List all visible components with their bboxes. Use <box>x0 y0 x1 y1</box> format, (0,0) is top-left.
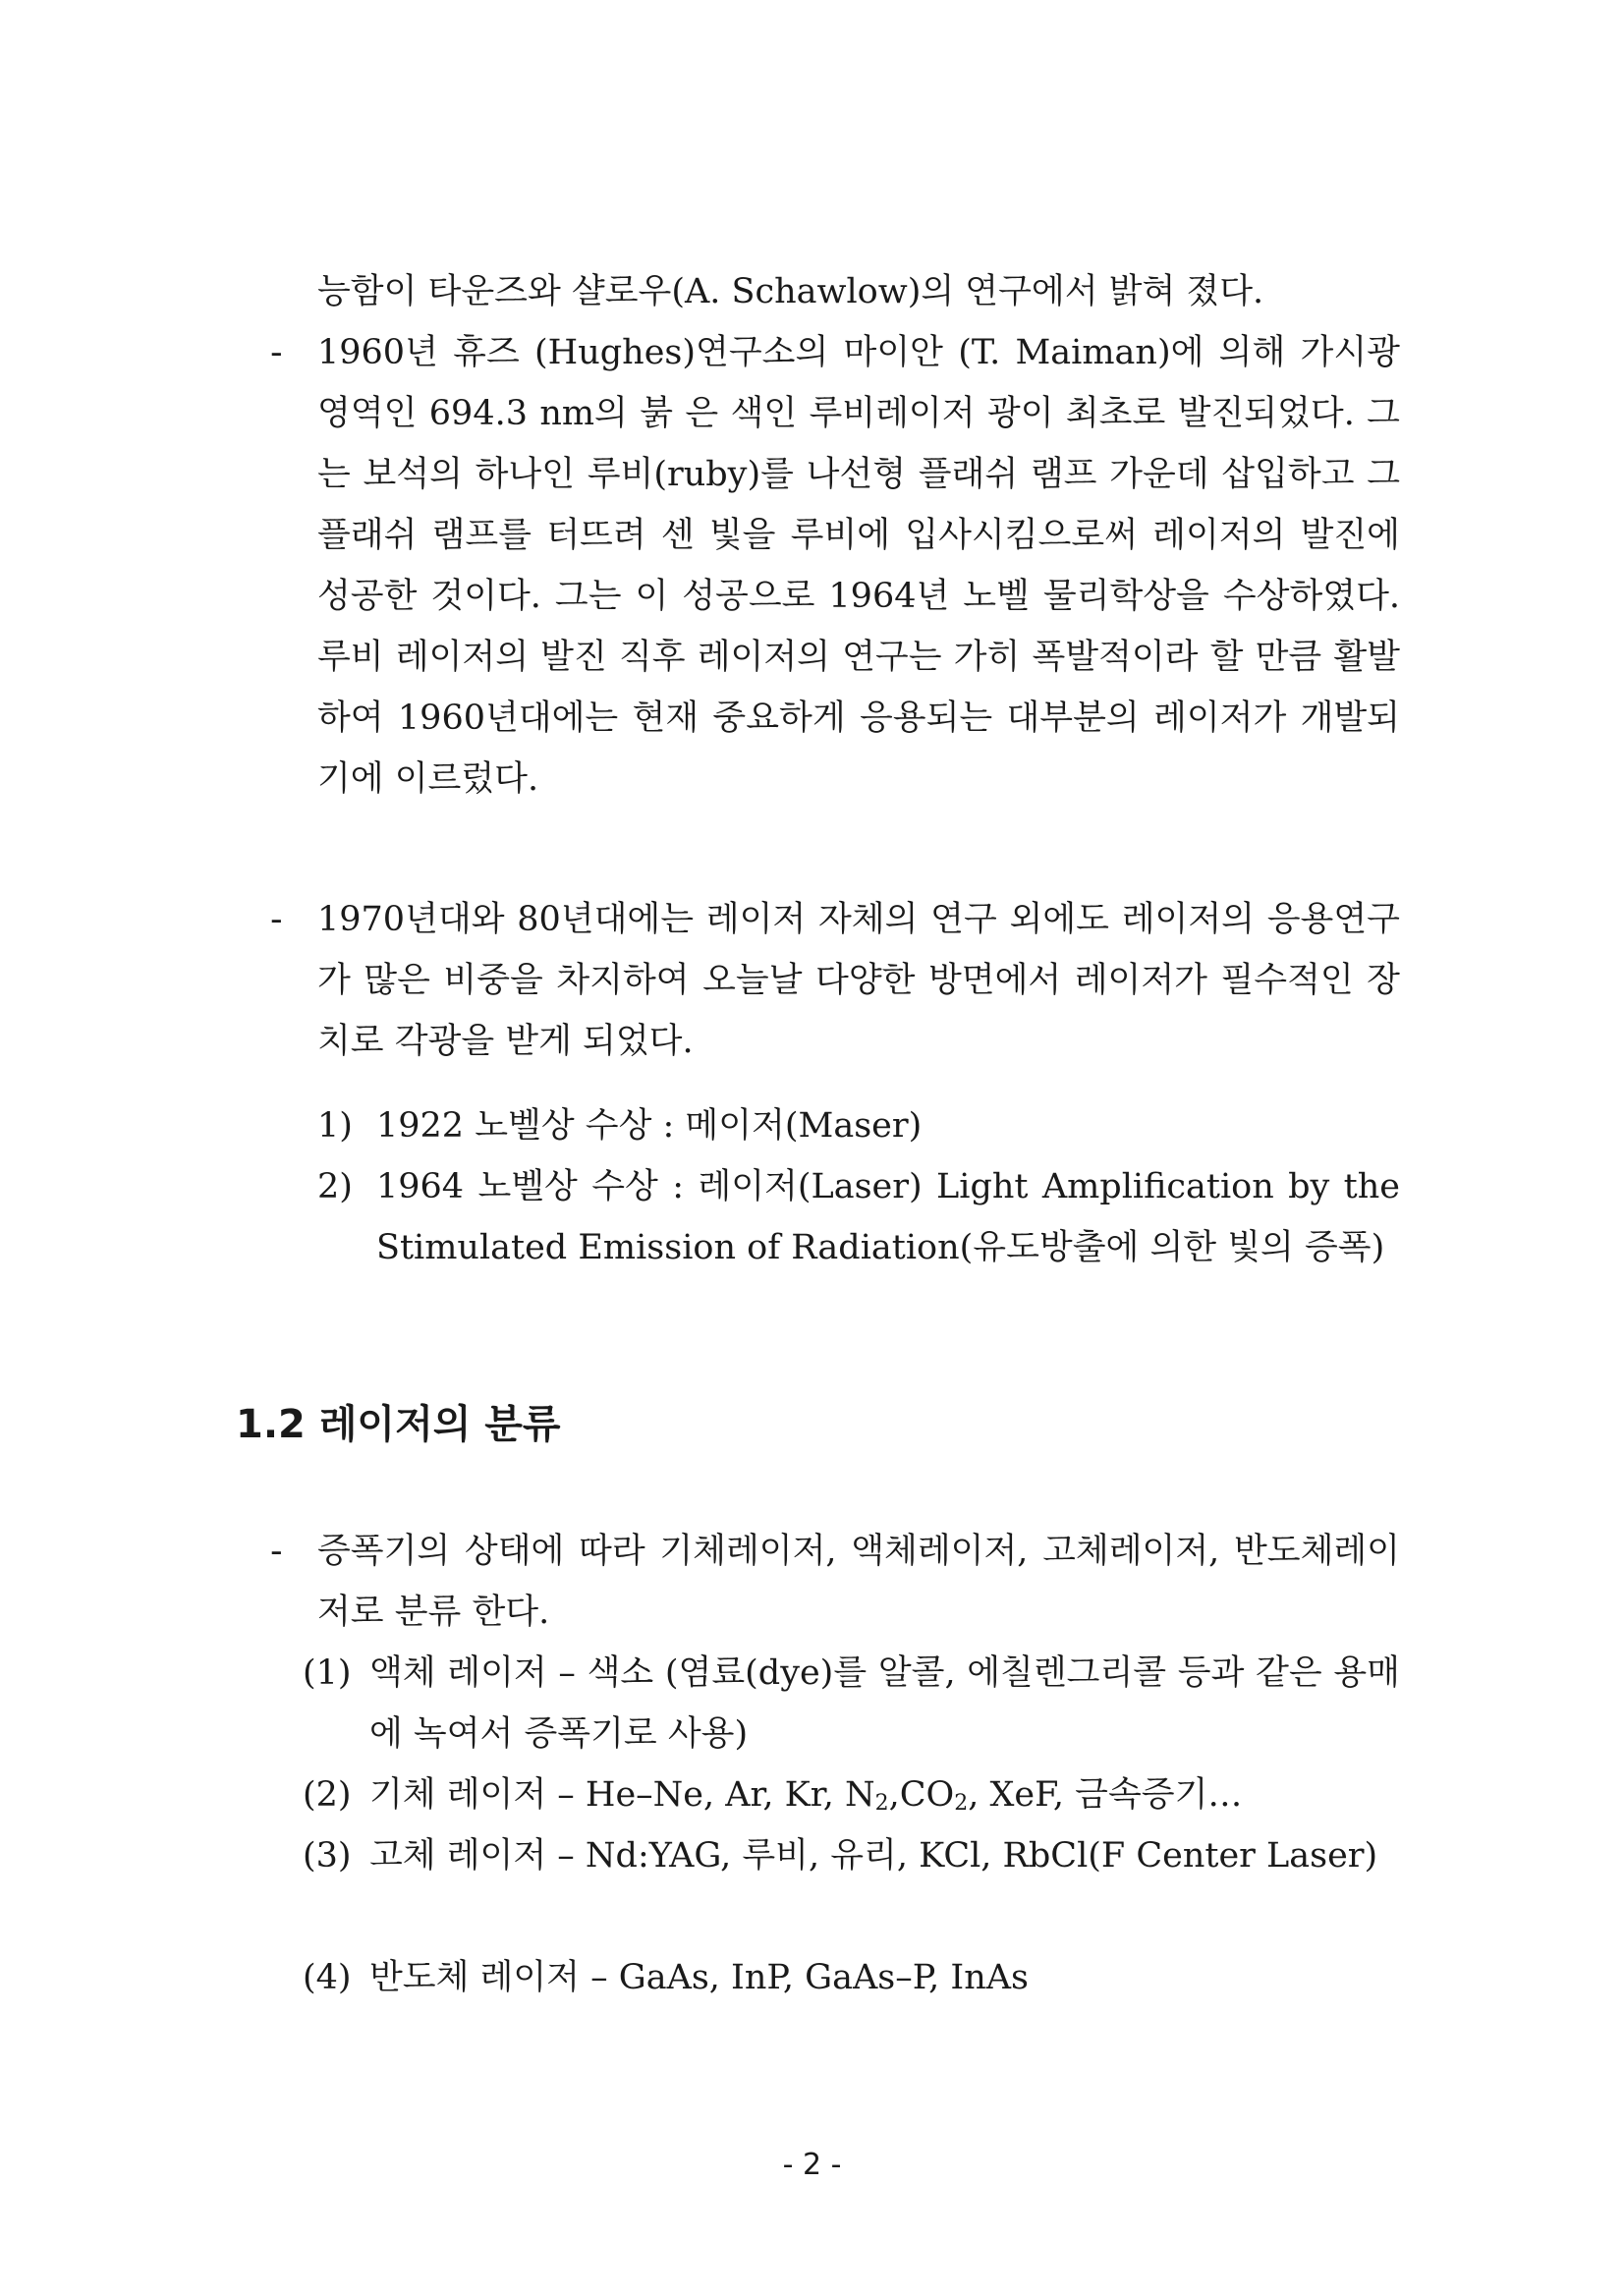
subscript: 2 <box>954 1791 969 1816</box>
item-text-part: ,CO <box>888 1775 955 1815</box>
section-heading: 1.2 레이저의 분류 <box>236 1402 561 1447</box>
item-text: 1922 노벨상 수상 : 메이저(Maser) <box>376 1106 923 1146</box>
dash-marker: - <box>270 333 283 372</box>
nobel-item <box>317 1156 1400 1278</box>
item-label: 2) <box>317 1167 353 1206</box>
laser-type-item <box>303 1643 1400 1764</box>
item-text: 1964 노벨상 수상 : 레이저(Laser) Light Amplification by the Stimulated Emission of Radiation(유도방출에 의한 빛의 증폭) <box>376 1167 1400 1267</box>
nobel-item <box>317 1095 1400 1156</box>
item-label: (3) <box>303 1836 352 1876</box>
item-text <box>303 1764 1400 1834</box>
laser-type-item <box>303 1825 1400 1886</box>
bullet-text: 증폭기의 상태에 따라 기체레이저, 액체레이저, 고체레이저, 반도체레이저로 분류 한다. <box>317 1532 1400 1632</box>
item-label: (4) <box>303 1958 352 1997</box>
intro-line: 능함이 타운즈와 샬로우(A. Schawlow)의 연구에서 밝혀 졌다. <box>317 272 1264 311</box>
subscript: 2 <box>874 1791 889 1816</box>
page-number: - 2 - <box>782 2148 842 2182</box>
bullet-text: 1960년 휴즈 (Hughes)연구소의 마이안 (T. Maiman)에 의해 가시광 영역인 694.3 nm의 붉 은 색인 루비레이저 광이 최초로 발진되었다. 그는 보석의 하나인 루비(ruby)를 나선형 플래쉬 램프 가운데 삽입하고 그 플래쉬 램프를 터뜨려 센 빛을 루비에 입사시킴으로써 레이저의 발진에 성공한 것이다. 그는 이 성공으로 1964년 노벨 물리학상을 수상하였다. 루비 레이저의 발진 직후 레이저의 연구는 가히 폭발적이라 할 만큼 활발하여 1960년대에는 현재 중요하게 응용되는 대부분의 레이저가 개발되기에 이르렀다. <box>317 333 1400 799</box>
item-text-part: 기체 레이저 – He–Ne, Ar, Kr, N <box>369 1775 875 1815</box>
item-text: 반도체 레이저 – GaAs, InP, GaAs–P, InAs <box>369 1958 1030 1997</box>
item-text-part: , XeF, 금속증기… <box>968 1775 1243 1815</box>
bullet-item <box>270 889 1400 1072</box>
item-label: (2) <box>303 1775 352 1815</box>
dash-marker: - <box>270 900 283 939</box>
item-label: 1) <box>317 1106 353 1146</box>
laser-type-item <box>303 1764 1400 1834</box>
bullet-item <box>270 1521 1400 1643</box>
item-text: 액체 레이저 – 색소 (염료(dye)를 알콜, 에칠렌그리콜 등과 같은 용매에 녹여서 증폭기로 사용) <box>369 1653 1400 1754</box>
bullet-item <box>270 322 1400 810</box>
dash-marker: - <box>270 1532 283 1571</box>
laser-type-item <box>303 1947 1400 2008</box>
item-text: 고체 레이저 – Nd:YAG, 루비, 유리, KCl, RbCl(F Center Laser) <box>369 1836 1378 1876</box>
bullet-text: 1970년대와 80년대에는 레이저 자체의 연구 외에도 레이저의 응용연구가 많은 비중을 차지하여 오늘날 다양한 방면에서 레이저가 필수적인 장치로 각광을 받게 되었다. <box>317 900 1400 1061</box>
item-label: (1) <box>303 1653 352 1693</box>
